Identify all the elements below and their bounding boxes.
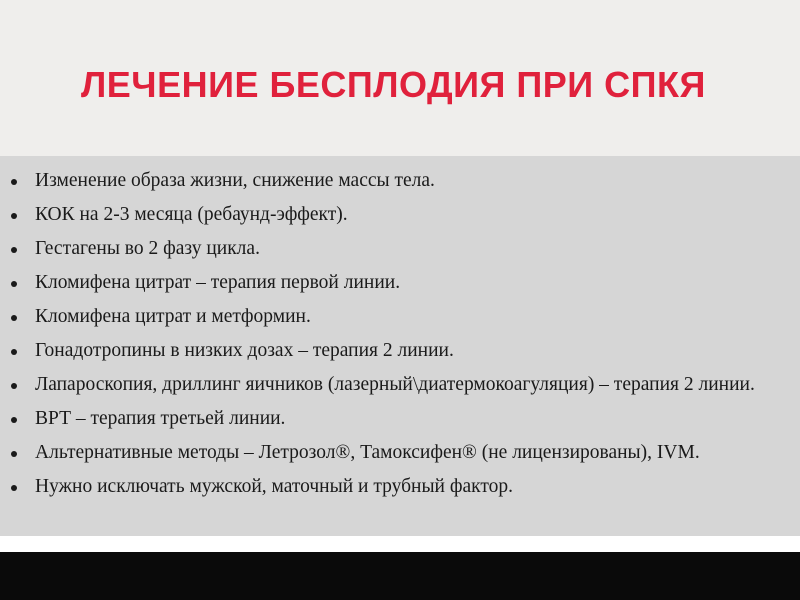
bullet-text: Лапароскопия, дриллинг яичников (лазерный\диатермокоагуляция) – терапия 2 линии. — [35, 374, 755, 395]
bullet-text: Кломифена цитрат – терапия первой линии. — [35, 272, 401, 293]
bullet-item — [0, 436, 800, 470]
slide-title: ЛЕЧЕНИЕ БЕСПЛОДИЯ ПРИ СПКЯ — [81, 64, 706, 105]
bullet-text: Гонадотропины в низких дозах – терапия 2 линии. — [35, 340, 454, 361]
bullet-item — [0, 300, 800, 334]
bullet-text: Гестагены во 2 фазу цикла. — [35, 238, 260, 259]
bullet-text: КОК на 2-3 месяца (ребаунд-эффект). — [35, 204, 348, 225]
bullet-item — [0, 266, 800, 300]
footer-bar — [0, 552, 800, 600]
bullet-text: ВРТ – терапия третьей линии. — [35, 408, 286, 429]
bullet-dot-icon — [11, 213, 17, 219]
bullet-item — [0, 470, 800, 504]
bullet-dot-icon — [11, 349, 17, 355]
bullet-text: Изменение образа жизни, снижение массы тела. — [35, 170, 435, 191]
bullet-text: Кломифена цитрат и метформин. — [35, 306, 311, 327]
bullet-item — [0, 232, 800, 266]
bullet-dot-icon — [11, 247, 17, 253]
bullet-item — [0, 368, 800, 402]
bullet-text: Нужно исключать мужской, маточный и трубный фактор. — [35, 476, 513, 497]
bullet-dot-icon — [11, 485, 17, 491]
bullet-dot-icon — [11, 451, 17, 457]
bullet-item — [0, 198, 800, 232]
bullet-dot-icon — [11, 179, 17, 185]
bullet-text: Альтернативные методы – Летрозол®, Тамоксифен® (не лицензированы), IVM. — [35, 442, 700, 463]
bullet-dot-icon — [11, 383, 17, 389]
bullet-item — [0, 334, 800, 368]
bullet-dot-icon — [11, 281, 17, 287]
bullet-item — [0, 402, 800, 436]
bullet-list — [0, 164, 800, 504]
bullet-dot-icon — [11, 315, 17, 321]
bullet-item — [0, 164, 800, 198]
bullet-dot-icon — [11, 417, 17, 423]
title-band — [0, 0, 800, 156]
content-box — [0, 156, 800, 536]
